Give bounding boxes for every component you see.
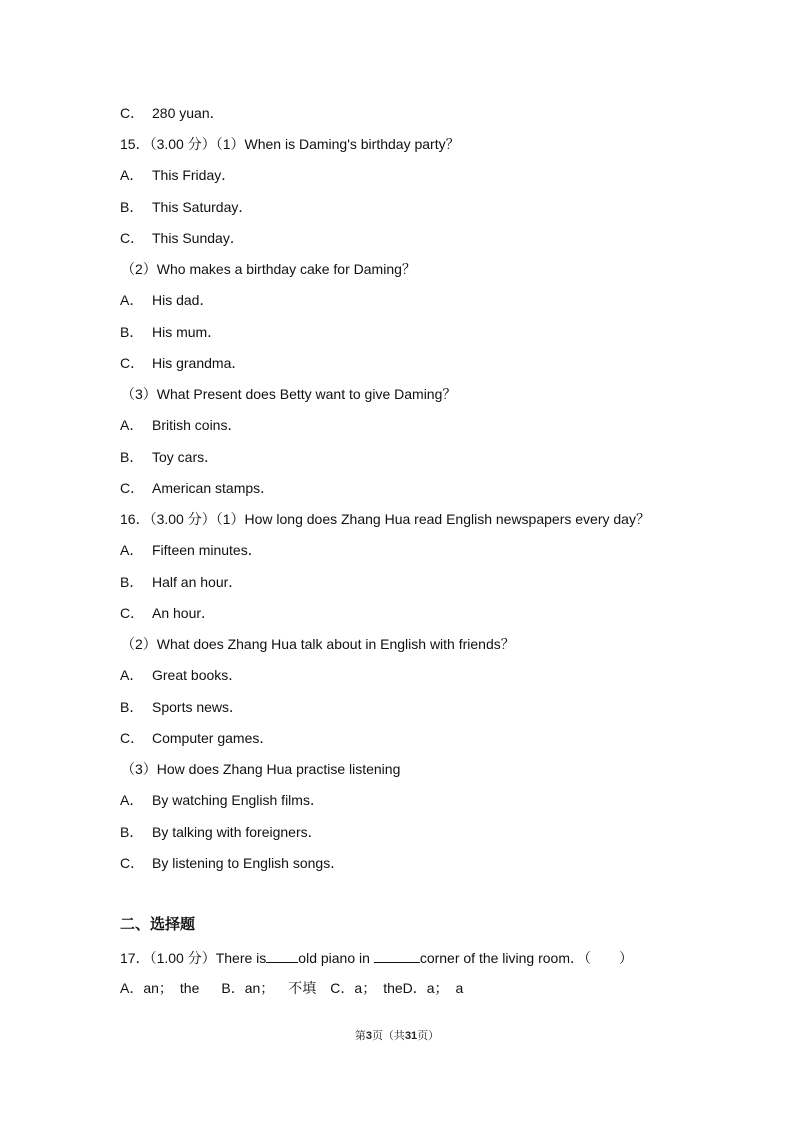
- option-label: A．: [120, 292, 144, 308]
- option-a: A．an； the: [120, 980, 200, 996]
- option-label: C．: [120, 230, 145, 246]
- option-text: Great books．: [152, 667, 243, 683]
- question-17-stem: [120, 948, 633, 967]
- question-16-2-stem: [121, 635, 515, 653]
- option-label: B．: [120, 824, 144, 840]
- option-line: [120, 823, 322, 841]
- option-label: C．: [120, 730, 145, 746]
- option-line: [120, 416, 241, 434]
- option-label: B．: [120, 324, 144, 340]
- option-label: A．: [120, 792, 144, 808]
- option-text: American stamps．: [152, 480, 275, 496]
- option-label: A．: [120, 542, 144, 558]
- option-line: [120, 854, 344, 872]
- question-15-2-stem: [121, 260, 416, 278]
- question-text: 15．（3.00 分）（1）When is Daming's birthday party？: [120, 136, 460, 152]
- option-label: C．: [120, 355, 145, 371]
- option-text: This Sunday．: [152, 230, 244, 246]
- question-text: （2）Who makes a birthday cake for Daming？: [121, 261, 416, 277]
- question-prefix: 17．（1.00 分）There is: [120, 950, 267, 966]
- option-line: [120, 791, 324, 809]
- option-text: By watching English films．: [152, 792, 324, 808]
- question-17-options: [120, 979, 463, 998]
- option-label: A．: [120, 417, 144, 433]
- option-text: British coins．: [152, 417, 242, 433]
- page-footer: [0, 1027, 794, 1043]
- option-line: [120, 291, 213, 309]
- question-text: （3）How does Zhang Hua practise listening: [121, 761, 401, 777]
- option-text: His mum．: [152, 324, 222, 340]
- option-label: A．: [120, 667, 144, 683]
- option-text: By listening to English songs．: [152, 855, 345, 871]
- option-text: An hour．: [152, 605, 216, 621]
- option-line: [120, 604, 215, 622]
- option-line: [120, 729, 273, 747]
- answer-blank-1: [266, 948, 298, 963]
- option-text: Computer games．: [152, 730, 274, 746]
- option-text: By talking with foreigners．: [152, 824, 322, 840]
- option-text: His dad．: [152, 292, 214, 308]
- question-text: （3）What Present does Betty want to give Daming？: [121, 386, 457, 402]
- option-label: B．: [120, 199, 144, 215]
- footer-pre: 第: [354, 1029, 366, 1042]
- option-line: [120, 354, 245, 372]
- option-d: D．a； a: [402, 980, 464, 996]
- footer-total-pages: 31: [404, 1030, 418, 1042]
- option-label: C．: [120, 855, 145, 871]
- option-line: [120, 666, 242, 684]
- question-16-stem: [120, 510, 650, 528]
- option-line: [120, 573, 242, 591]
- option-label: B．: [120, 699, 144, 715]
- option-line: [120, 479, 274, 497]
- section-title: 二、选择题: [120, 916, 196, 933]
- option-label: B．: [120, 574, 144, 590]
- question-15-3-stem: [121, 385, 456, 403]
- option-line: [120, 229, 244, 247]
- question-15-stem: [120, 135, 460, 153]
- option-b: B．an；: [221, 980, 275, 996]
- option-line: [120, 104, 224, 122]
- option-label: A．: [120, 167, 144, 183]
- option-b-cjk: 不填: [288, 981, 317, 997]
- question-suffix: corner of the living room．（ ）: [419, 950, 633, 966]
- footer-post: 页）: [417, 1029, 440, 1042]
- option-line: [120, 448, 218, 466]
- option-label: C．: [120, 605, 145, 621]
- option-text: Toy cars．: [152, 449, 219, 465]
- option-c: C．a； the: [330, 980, 403, 996]
- question-middle: old piano in: [298, 950, 374, 966]
- option-text: This Saturday．: [152, 199, 253, 215]
- option-text: This Friday．: [152, 167, 236, 183]
- option-text: Sports news．: [152, 699, 244, 715]
- question-text: 16．（3.00 分）（1）How long does Zhang Hua read English newspapers every day？: [120, 511, 650, 527]
- option-line: [120, 698, 243, 716]
- question-text: （2）What does Zhang Hua talk about in English with friends？: [121, 636, 515, 652]
- option-label: B．: [120, 449, 144, 465]
- option-line: [120, 198, 252, 216]
- option-text: Fifteen minutes．: [152, 542, 262, 558]
- option-text: His grandma．: [152, 355, 246, 371]
- answer-blank-2: [374, 948, 420, 963]
- option-label: C．: [120, 480, 145, 496]
- option-line: [120, 323, 221, 341]
- question-16-3-stem: [121, 760, 400, 778]
- option-line: [120, 166, 235, 184]
- option-text: Half an hour．: [152, 574, 243, 590]
- footer-mid: 页（共: [371, 1029, 405, 1042]
- footer-page-number: 3: [365, 1030, 372, 1042]
- option-label: C．: [120, 105, 145, 121]
- option-text: 280 yuan．: [152, 105, 224, 121]
- option-line: [120, 541, 262, 559]
